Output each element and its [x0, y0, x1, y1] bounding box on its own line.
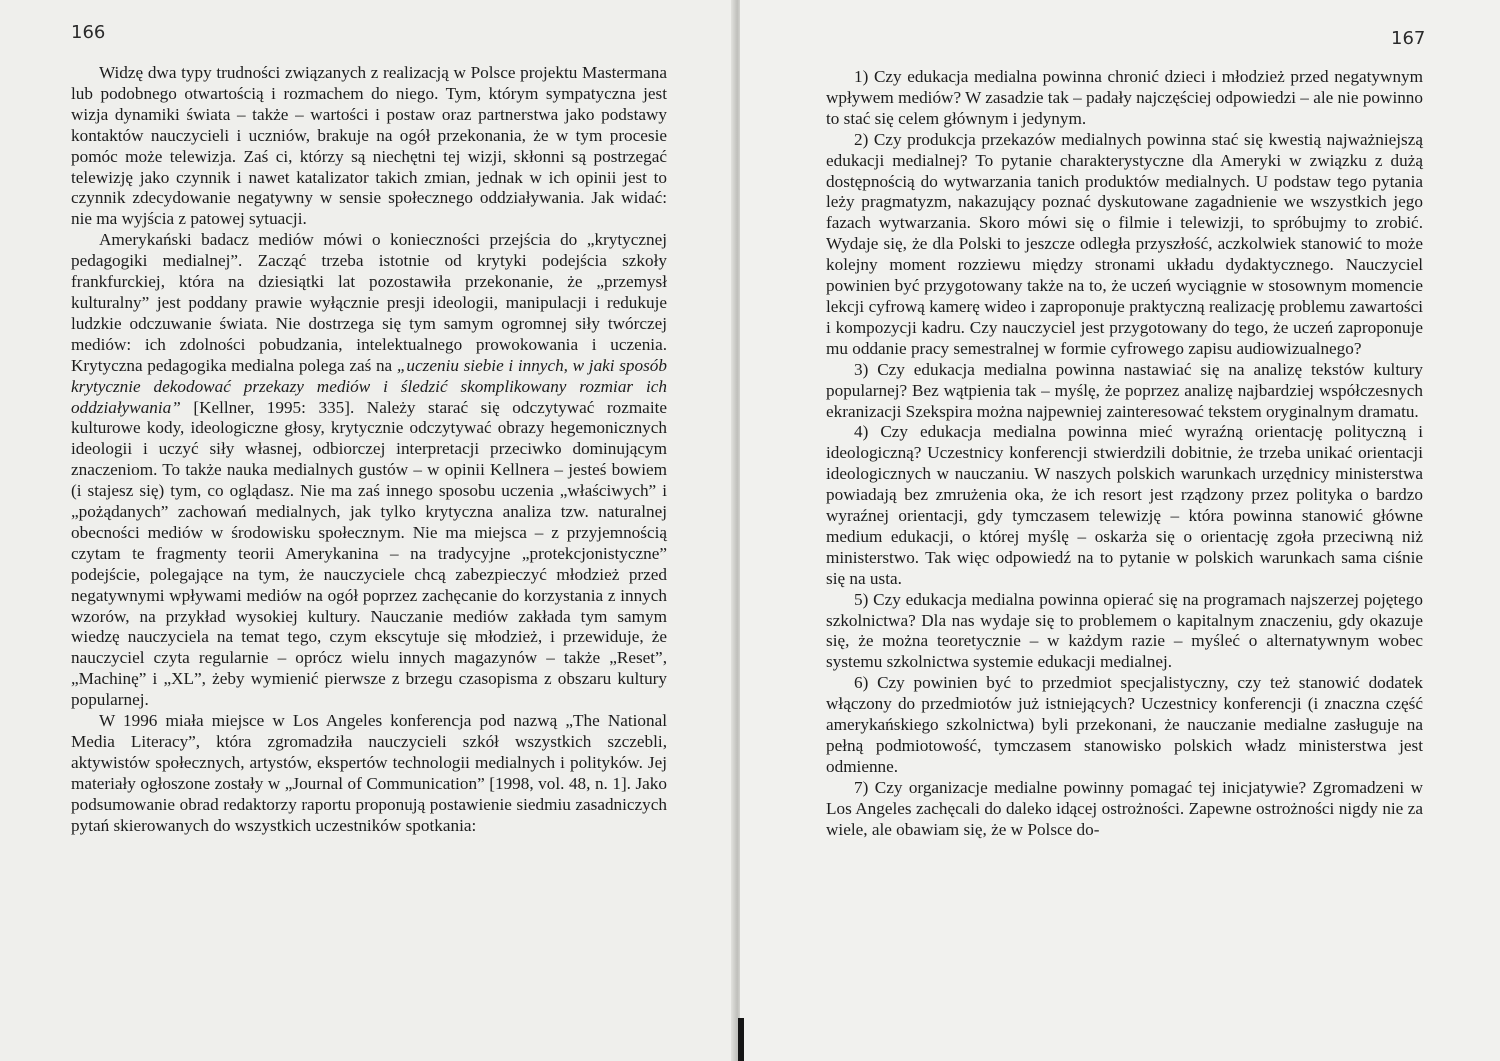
text-run: 7) Czy organizacje medialne powinny pomagać tej inicjatywie? Zgromadzeni w Los Angeles zachęcali do daleko idącej ostrożności. Zapewne ostrożności nigdy nie za wiele, ale obawiam się, że w Polsce do- [826, 777, 1423, 839]
right-page [740, 0, 1500, 1061]
text-run: [Kellner, 1995: 335]. Należy starać się odczytywać rozmaite kulturowe kody, ideologiczne głosy, krytycznie odczytywać obrazy hegemonicznych ideologii i uczyć siły własnej, odbiorczej interpretacji przeciwko dominującym znaczeniom. To także nauka medialnych gustów – w opinii Kellnera – jesteś bowiem (i stajesz się) tym, co oglądasz. Nie ma zaś innego sposobu uczenia „właściwych” i „pożądanych” zachowań medialnych, jak tylko krytyczna analiza tzw. naturalnej obecności mediów w środowisku społecznym. Nie ma miejsca – z przyjemnością czytam te fragmenty teorii Amerykanina – na tradycyjne „protekcjonistyczne” podejście, polegające na tym, że nauczyciele chcą zabezpieczyć młodzież przed negatywnymi wpływami mediów na ogół poprzez zachęcanie do korzystania z innych wzorów, na przykład wysokiej kultury. Nauczanie mediów zakłada tym samym wiedzę nauczyciela na temat tego, czym ekscytuje się młodzież, i przewiduje, że nauczyciel czyta regularnie – oprócz wielu innych magazynów – także „Reset”, „Machinę” i „XL”, żeby wymienić pierwsze z brzegu czasopisma z obszaru kultury popularnej. [71, 397, 667, 710]
text-run: 2) Czy produkcja przekazów medialnych powinna stać się kwestią najważniejszą edukacji medialnej? To pytanie charakterystyczne dla Ameryki w związku z dużą dostępnością do wytwarzania tanich produktów medialnych. U podstaw tego pytania leży pragmatyzm, nakazujący poznać dyskutowane zagadnienie we wszystkich jego fazach wytwarzania. Skoro mówi się o filmie i telewizji, to spróbujmy to zrobić. Wydaje się, że dla Polski to jeszcze odległa przyszłość, aczkolwiek stanowić to może kolejny moment rozziewu między stronami układu dydaktycznego. Nauczyciel powinien być przygotowany także na to, że uczeń wyciągnie w stosownym momencie lekcji cyfrową kamerę wideo i zaproponuje praktyczną realizację problemu zawartości i kompozycji kadru. Czy nauczyciel jest przygotowany do tego, że uczeń zaproponuje mu oddanie pracy semestralnej w formie cyfrowego zapisu audiowizualnego? [826, 129, 1423, 358]
spine-mark [738, 1018, 744, 1061]
text-run: 4) Czy edukacja medialna powinna mieć wyraźną orientację polityczną i ideologiczną? Uczestnicy konferencji stwierdzili dobitnie, że trzeba unikać orientacji ideologicznych w nauczaniu. W naszych polskich warunkach urzędnicy ministerstwa powiadają bez zmrużenia oka, że ich resort jest rządzony przez polityka o bardzo wyraźnej orientacji, gdy tymczasem telewizję – która powinna stanowić główne medium edukacji, o której myślę – oskarża się o orientację zgoła przeciwną niż ministerstwo. Tak więc odpowiedź na to pytanie w polskich warunkach sama ciśnie się na usta. [826, 422, 1423, 588]
left-page-text [71, 63, 667, 837]
paragraph [826, 590, 1423, 674]
page-number: 166 [71, 22, 106, 43]
text-run: 3) Czy edukacja medialna powinna nastawiać się na analizę tekstów kultury popularnej? Bez wątpienia tak – myślę, że poprzez analizę najbardziej współczesnych ekranizacji Szekspira można najpewniej zainteresować tekstem oryginalnym dramatu. [826, 359, 1423, 421]
paragraph [71, 711, 667, 836]
paragraph [826, 422, 1423, 589]
paragraph [826, 778, 1423, 841]
paragraph [71, 63, 667, 230]
paragraph [826, 360, 1423, 423]
text-run: Amerykański badacz mediów mówi o konieczności przejścia do „krytycznej pedagogiki medialnej”. Zacząć trzeba istotnie od krytyki podejścia szkoły frankfurckiej, która na dziesiątki lat pozostawiła przekonanie, że „przemysł kulturalny” jest poddany prawie wyłącznie presji ideologii, manipulacji i redukuje ludzkie odczuwanie świata. Nie dostrzega się tym samym ogromnej siły twórczej mediów: ich zdolności pobudzania, intelektualnego prowokowania i uczenia. Krytyczna pedagogika medialna polega zaś na [71, 230, 667, 375]
paragraph [826, 67, 1423, 130]
text-run: 1) Czy edukacja medialna powinna chronić dzieci i młodzież przed negatywnym wpływem mediów? W zasadzie tak – padały najczęściej odpowiedzi – ale nie powinno to stać się celem głównym i jedynym. [826, 67, 1423, 128]
paragraph [71, 230, 667, 711]
text-run: Widzę dwa typy trudności związanych z realizacją w Polsce projektu Mastermana lub podobnego otwartością i rozmachem do niego. Tym, którym sympatyczna jest wizja dynamiki świata – także – wartości i postaw oraz partnerstwa jako podstawy kontaktów nauczycieli i uczniów, brakuje na ogół przekonania, że w tym procesie pomóc może telewizja. Zaś ci, którzy są niechętni tej wizji, skłonni są postrzegać telewizję jako czynnik i nawet katalizator takich zmian, jednak w ich opinii jest to czynnik zdecydowanie negatywny w sensie społecznego oddziaływania. Jak widać: nie ma wyjścia z patowej sytuacji. [71, 63, 667, 229]
text-run: 5) Czy edukacja medialna powinna opierać się na programach najszerzej pojętego szkolnictwa? Dla nas wydaje się to problemem o kapitalnym znaczeniu, gdy okazuje się, że można teoretycznie – w każdym razie – myśleć o alternatywnym wobec systemu szkolnictwa systemie edukacji medialnej. [826, 589, 1423, 672]
italic-quote: „uczeniu siebie i innych, w jaki sposób krytycznie dekodować przekazy mediów i śledzić skomplikowany rozmiar ich oddziaływania” [71, 355, 667, 417]
page-number: 167 [1391, 28, 1426, 49]
text-run: 6) Czy powinien być to przedmiot specjalistyczny, czy też stanowić dodatek włączony do przedmiotów już istniejących? Uczestnicy konferencji (i znaczna część amerykańskiego szkolnictwa) byli przekonani, że nauczanie medialne zasługuje na pełną podmiotowość, tymczasem stanowisko polskich władz ministerstwa jest odmienne. [826, 673, 1423, 776]
paragraph [826, 673, 1423, 778]
text-run: W 1996 miała miejsce w Los Angeles konferencja pod nazwą „The National Media Literacy”, która zgromadziła nauczycieli szkół wszystkich szczebli, aktywistów społecznych, artystów, ekspertów technologii medialnych i polityków. Jej materiały ogłoszone zostały w „Journal of Communication” [1998, vol. 48, n. 1]. Jako podsumowanie obrad redaktorzy raportu proponują postawienie siedmiu zasadniczych pytań skierowanych do wszystkich uczestników spotkania: [71, 711, 667, 835]
paragraph [826, 130, 1423, 360]
right-page-text [826, 67, 1423, 841]
left-page [0, 0, 736, 1061]
